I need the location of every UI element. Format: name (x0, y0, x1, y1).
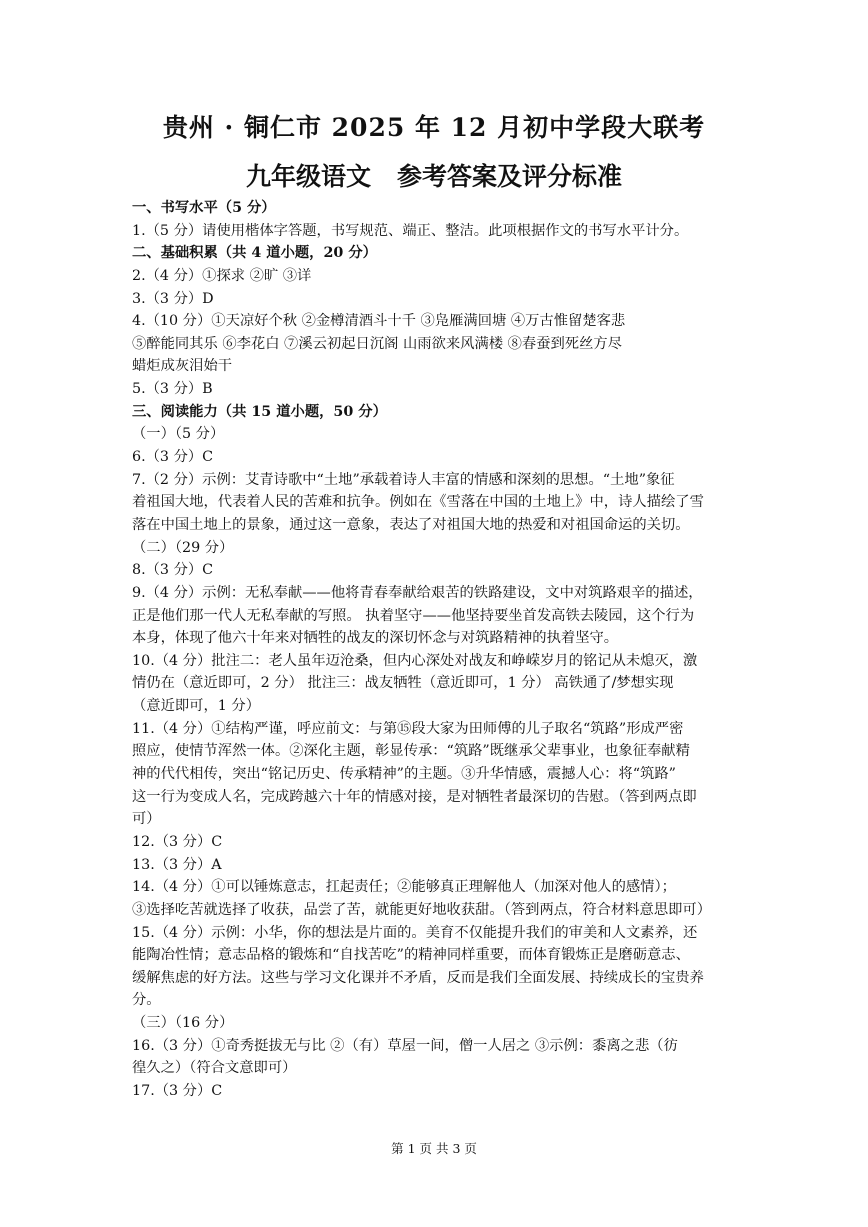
answer-line: （意近即可，1 分） (132, 698, 261, 715)
exam-title: 贵州 · 铜仁市 2025 年 12 月初中学段大联考 (162, 113, 706, 142)
answer-line: 蜡炬成灰泪始干 (132, 358, 233, 375)
section-heading: 三、阅读能力（共 15 道小题，50 分） (132, 403, 387, 420)
answer-line: （二）（29 分） (132, 539, 234, 556)
answer-line: 14.（4 分）①可以锤炼意志，扛起责任；②能够真正理解他人（加深对他人的感情）； (132, 879, 676, 896)
answer-line: 17.（3 分）C (132, 1082, 223, 1099)
answer-line: 神的代代相传，突出“铭记历史、传承精神”的主题。③升华情感，震撼人心：将“筑路” (132, 766, 676, 783)
answer-line: 2.（4 分）①探求 ②旷 ③详 (132, 267, 312, 284)
answer-line: 8.（3 分）C (132, 562, 214, 579)
answer-line: 本身，体现了他六十年来对牺牲的战友的深切怀念与对筑路精神的执着坚守。 (132, 630, 619, 647)
answer-key-title: 九年级语文 参考答案及评分标准 (245, 162, 623, 191)
answer-line: （一）（5 分） (132, 426, 225, 443)
answer-line: 徨久之）（符合文意即可） (132, 1060, 297, 1077)
answer-line: 这一行为变成人名，完成跨越六十年的情感对接，是对牺牲者最深切的告慰。（答到两点即 (132, 788, 697, 805)
answer-line: 15.（4 分）示例：小华，你的想法是片面的。美育不仅能提升我们的审美和人文素养，还 (132, 924, 698, 941)
answer-line: 9.（4 分）示例：无私奉献——他将青春奉献给艰苦的铁路建设，文中对筑路艰辛的描述， (132, 584, 703, 601)
answer-line: 1.（5 分）请使用楷体字答题，书写规范、端正、整洁。此项根据作文的书写水平计分。 (132, 222, 689, 239)
answer-line: 4.（10 分）①天凉好个秋 ②金樽清酒斗十千 ③凫雁满回塘 ④万古惟留楚客悲 (132, 313, 626, 330)
answer-line: 3.（3 分）D (132, 290, 214, 307)
answer-line: 照应，使情节浑然一体。②深化主题，彰显传承：“筑路”既继承父辈事业，也象征奉献精 (132, 743, 690, 760)
section-heading: 一、书写水平（5 分） (132, 200, 276, 216)
answer-line: 情仍在（意近即可，2 分） 批注三：战友牺牲（意近即可，1 分） 高铁通了/梦想实现 (132, 675, 674, 692)
answer-line: 16.（3 分）①奇秀挺拔无与比 ②（有）草屋一间，僧一人居之 ③示例：黍离之悲（彷 (132, 1037, 678, 1054)
answer-line: 5.（3 分）B (132, 381, 213, 398)
answer-line: ⑤醉能同其乐 ⑥李花白 ⑦溪云初起日沉阁 山雨欲来风满楼 ⑧春蚕到死丝方尽 (132, 335, 622, 352)
answer-line: 12.（3 分）C (132, 833, 223, 850)
answer-body (132, 197, 742, 1103)
answer-line: ③选择吃苦就选择了收获，品尝了苦，就能更好地收获甜。（答到两点，符合材料意思即可） (132, 901, 712, 918)
answer-line: 可） (132, 811, 161, 828)
answer-line: 落在中国土地上的景象，通过这一意象，表达了对祖国大地的热爱和对祖国命运的关切。 (132, 516, 690, 533)
answer-line: 13.（3 分）A (132, 856, 222, 873)
section-heading: 二、基础积累（共 4 道小题，20 分） (132, 245, 377, 262)
answer-line: （三）（16 分） (132, 1015, 234, 1032)
page-number: 第 1 页 共 3 页 (391, 1141, 477, 1156)
answer-line: 7.（2 分）示例：艾青诗歌中“土地”承载着诗人丰富的情感和深刻的思想。“土地”象征 (132, 471, 675, 488)
answer-line: 缓解焦虑的好方法。这些与学习文化课并不矛盾，反而是我们全面发展、持续成长的宝贵养 (132, 969, 704, 986)
answer-line: 分。 (132, 992, 161, 1009)
answer-line: 正是他们那一代人无私奉献的写照。 执着坚守——他坚持要坐首发高铁去陵园，这个行为 (132, 607, 695, 624)
answer-line: 着祖国大地，代表着人民的苦难和抗争。例如在《雪落在中国的土地上》中，诗人描绘了雪 (132, 494, 704, 511)
answer-line: 能陶冶性情；意志品格的锻炼和“自找苦吃”的精神同样重要，而体育锻炼正是磨砺意志、 (132, 947, 690, 964)
answer-line: 11.（4 分）①结构严谨，呼应前文：与第⑮段大家为田师傅的儿子取名“筑路”形成严密 (132, 720, 684, 737)
answer-line: 10.（4 分）批注二：老人虽年迈沧桑，但内心深处对战友和峥嵘岁月的铭记从未熄灭，激 (132, 652, 698, 669)
answer-line: 6.（3 分）C (132, 449, 214, 466)
